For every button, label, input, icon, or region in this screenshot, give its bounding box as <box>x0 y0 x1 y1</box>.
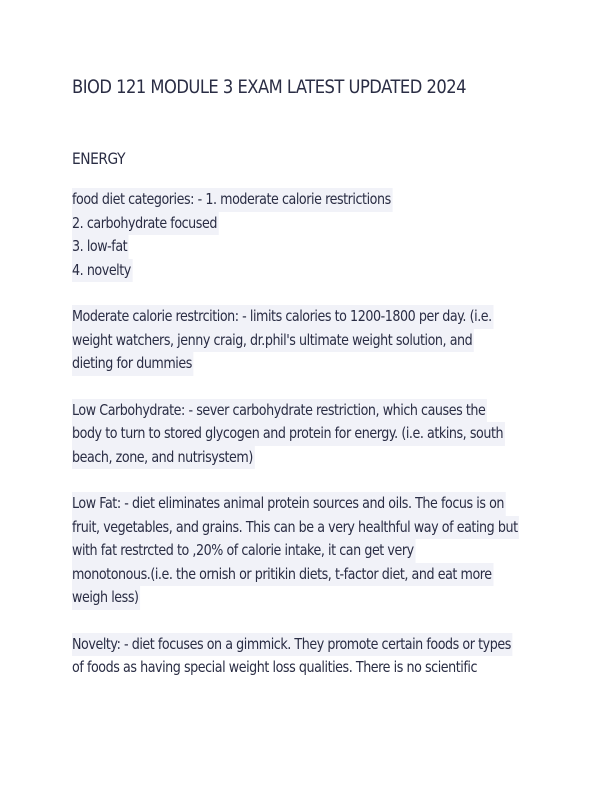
entry-line: Low Carbohydrate: - sever carbohydrate restriction, which causes the <box>72 399 547 423</box>
section-heading: ENERGY <box>72 149 126 168</box>
entry-line: 2. carbohydrate focused <box>72 212 547 236</box>
document-title: BIOD 121 MODULE 3 EXAM LATEST UPDATED 2024 <box>72 76 467 98</box>
entry-novelty <box>72 633 547 680</box>
entry-line: dieting for dummies <box>72 352 547 376</box>
entry-line: 4. novelty <box>72 259 547 283</box>
entry-line: fruit, vegetables, and grains. This can be a very healthful way of eating but <box>72 516 547 540</box>
document-body <box>72 74 547 703</box>
entry-line: weight watchers, jenny craig, dr.phil's ultimate weight solution, and <box>72 329 547 353</box>
entry-moderate-calorie <box>72 305 547 376</box>
entry-line: 3. low-fat <box>72 235 547 259</box>
entry-line: weigh less) <box>72 586 547 610</box>
entry-line: of foods as having special weight loss qualities. There is no scientific <box>72 658 478 676</box>
entry-low-carbohydrate <box>72 399 547 470</box>
entry-line: body to turn to stored glycogen and protein for energy. (i.e. atkins, south <box>72 422 547 446</box>
entry-line: with fat restrcted to ,20% of calorie intake, it can get very <box>72 539 547 563</box>
entry-line: monotonous.(i.e. the ornish or pritikin diets, t-factor diet, and eat more <box>72 563 547 587</box>
entry-diet-categories <box>72 188 547 282</box>
entry-line: Low Fat: - diet eliminates animal protein sources and oils. The focus is on <box>72 492 547 516</box>
entry-line: Moderate calorie restrcition: - limits calories to 1200-1800 per day. (i.e. <box>72 305 547 329</box>
entry-line: beach, zone, and nutrisystem) <box>72 446 547 470</box>
entry-list <box>72 188 547 680</box>
entry-low-fat <box>72 492 547 610</box>
entry-line: Novelty: - diet focuses on a gimmick. They promote certain foods or types <box>72 633 547 657</box>
entry-line: food diet categories: - 1. moderate calorie restrictions <box>72 188 547 212</box>
